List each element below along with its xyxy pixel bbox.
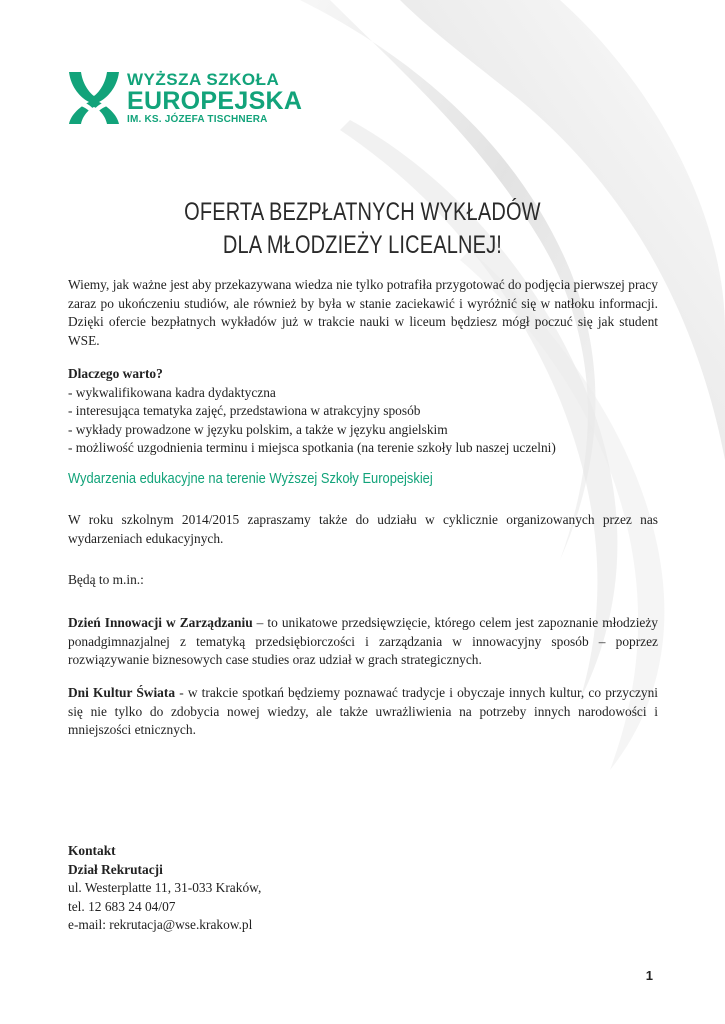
contact-block: [68, 842, 261, 935]
logo-emblem-icon: [67, 70, 121, 126]
why-item: - możliwość uzgodnienia terminu i miejsca spotkania (na terenie szkoły lub naszej uczelni): [68, 440, 556, 455]
event-name: Dzień Innowacji w Zarządzaniu: [68, 615, 253, 630]
contact-address: ul. Westerplatte 11, 31-033 Kraków,: [68, 880, 262, 895]
page-title-line2: DLA MŁODZIEŻY LICEALNEJ!: [222, 231, 502, 259]
logo-text-line3: IM. KS. JÓZEFA TISCHNERA: [127, 114, 268, 125]
contact-phone: tel. 12 683 24 04/07: [68, 898, 176, 914]
wse-logo: [67, 70, 303, 130]
logo-text-line2: EUROPEJSKA: [127, 87, 303, 115]
event-dni-kultur: [68, 684, 658, 740]
contact-department: Dział Rekrutacji: [68, 861, 163, 877]
page-number: 1: [645, 968, 653, 983]
why-item: - wykwalifikowana kadra dydaktyczna: [68, 384, 276, 400]
events-paragraph: W roku szkolnym 2014/2015 zapraszamy także do udziału w cyklicznie organizowanych przez nas wydarzeniach edukacyjnych.: [68, 512, 658, 546]
contact-email: e-mail: rekrutacja@wse.krakow.pl: [68, 917, 253, 932]
events-list-intro: Będą to m.in.:: [68, 572, 144, 587]
event-dzien-innowacji: [68, 614, 658, 670]
page-title-line1: OFERTA BEZPŁATNYCH WYKŁADÓW: [184, 198, 541, 226]
logo-text-line1: WYŻSZA SZKOŁA: [127, 70, 280, 89]
events-heading: Wydarzenia edukacyjne na terenie Wyższej Szkoły Europejskiej: [68, 470, 433, 487]
why-heading: Dlaczego warto?: [68, 366, 163, 381]
event-description: - w trakcie spotkań będziemy poznawać tradycje i obyczaje innych kultur, co przyczyni się nie tylko do zdobycia nowej wiedzy, ale także uwrażliwienia na potrzeby innych narodowości i mniejszości etnicznych.: [68, 685, 659, 737]
intro-paragraph: Wiemy, jak ważne jest aby przekazywana wiedza nie tylko potrafiła przygotować do podjęcia pierwszej pracy zaraz po ukończeniu studiów, ale również by była w stanie zaciekawić i wyróżnić się w natłoku informacji. Dzięki ofercie bezpłatnych wykładów już w trakcie nauki w liceum będziesz mógł poczuć się jak student WSE.: [68, 277, 658, 348]
event-name: Dni Kultur Świata: [68, 685, 176, 700]
why-item: - wykłady prowadzone w języku polskim, a także w języku angielskim: [68, 421, 448, 437]
event-description: – to unikatowe przedsięwzięcie, którego celem jest zapoznanie młodzieży ponadgimnazjalnej z tematyką przedsiębiorczości i zarządzania w innowacyjny sposób – poprzez rozwiązywanie biznesowych case studies oraz udział w grach strategicznych.: [68, 615, 658, 667]
contact-heading: Kontakt: [68, 843, 116, 858]
why-section: [68, 365, 658, 458]
why-item: - interesująca tematyka zajęć, przedstawiona w atrakcyjny sposób: [68, 403, 421, 418]
